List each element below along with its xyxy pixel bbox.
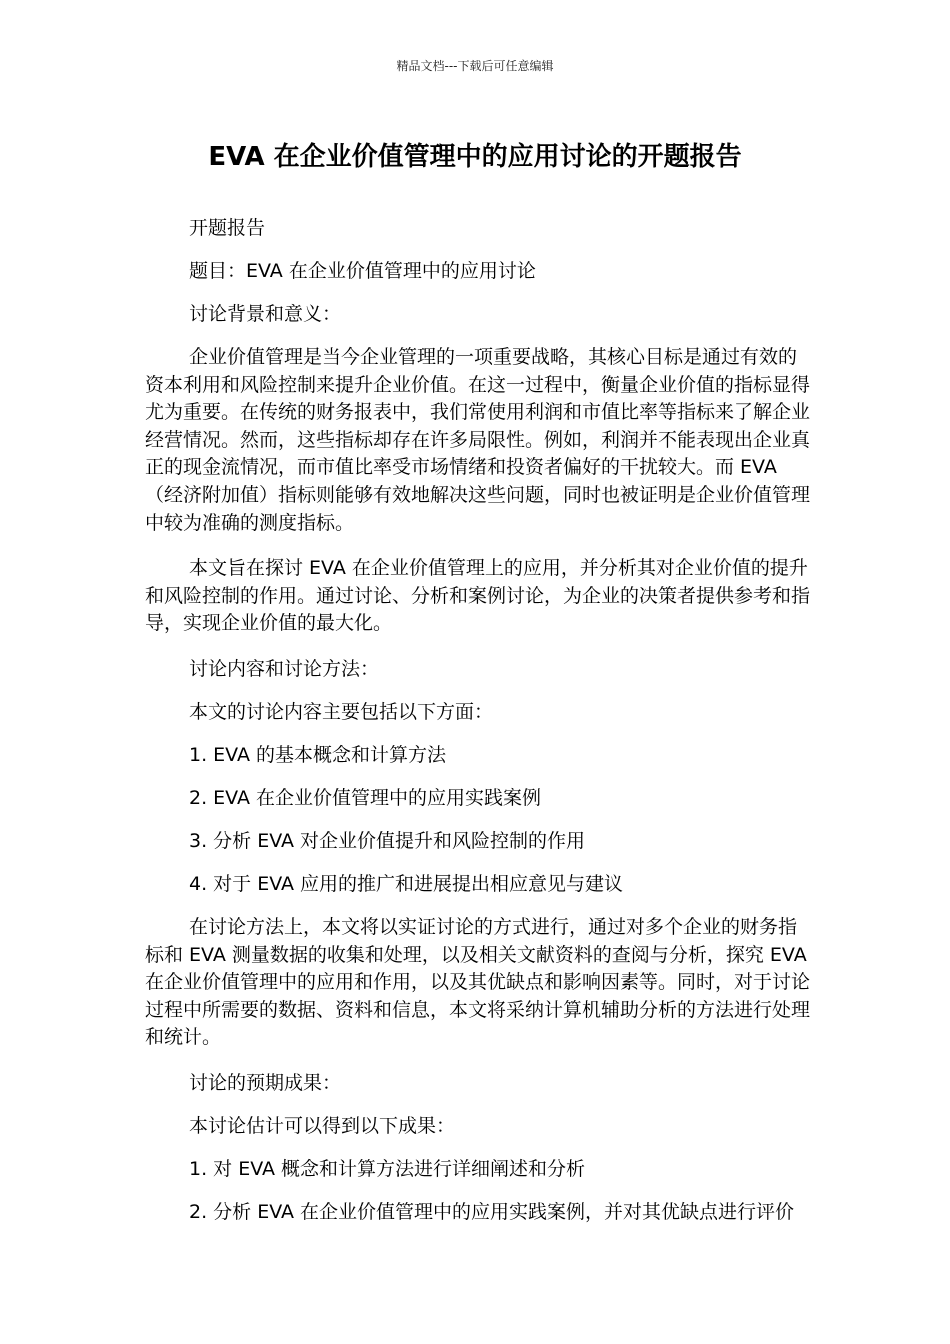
paragraph-method: 在讨论方法上，本文将以实证讨论的方式进行，通过对多个企业的财务指标和 EVA 测量数据的收集和处理，以及相关文献资料的查阅与分析，探究 EVA 在企业价值管理中的应用和作用，以及其优缺点和影响因素等。同时，对于讨论过程中所需要的数据、资料和信息，本文将采纳计算机辅助分析的方法进行处理和统计。: [145, 915, 811, 1049]
list-item: 4. 对于 EVA 应用的推广和进展提出相应意见与建议: [189, 872, 624, 895]
document-body: [145, 215, 810, 1245]
list-item: 1. EVA 的基本概念和计算方法: [189, 743, 446, 766]
paragraph-results-heading: 讨论的预期成果：: [189, 1071, 342, 1094]
list-item: 2. EVA 在企业价值管理中的应用实践案例: [189, 786, 541, 809]
paragraph-background-2: 本文旨在探讨 EVA 在企业价值管理上的应用，并分析其对企业价值的提升和风险控制的作用。通过讨论、分析和案例讨论，为企业的决策者提供参考和指导，实现企业价值的最大化。: [145, 557, 811, 635]
list-item: 3. 分析 EVA 对企业价值提升和风险控制的作用: [189, 829, 586, 852]
paragraph-content-heading: 讨论内容和讨论方法：: [189, 657, 380, 680]
paragraph-background-heading: 讨论背景和意义：: [189, 303, 342, 325]
document-title: EVA 在企业价值管理中的应用讨论的开题报告: [208, 142, 742, 172]
list-item: 2. 分析 EVA 在企业价值管理中的应用实践案例，并对其优缺点进行评价: [189, 1200, 795, 1223]
paragraph-content-intro: 本文的讨论内容主要包括以下方面：: [189, 700, 494, 723]
list-item: 1. 对 EVA 概念和计算方法进行详细阐述和分析: [189, 1157, 586, 1180]
paragraph-results-intro: 本讨论估计可以得到以下成果：: [189, 1114, 456, 1137]
paragraph-topic: 题目：EVA 在企业价值管理中的应用讨论: [189, 260, 536, 282]
header-note: 精品文档---下载后可任意编辑: [396, 59, 554, 73]
paragraph-background-1: 企业价值管理是当今企业管理的一项重要战略，其核心目标是通过有效的资本利用和风险控制来提升企业价值。在这一过程中，衡量企业价值的指标显得尤为重要。在传统的财务报表中，我们常使用利润和市值比率等指标来了解企业经营情况。然而，这些指标却存在许多局限性。例如，利润并不能表现出企业真正的现金流情况，而市值比率受市场情绪和投资者偏好的干扰较大。而 EVA（经济附加值）指标则能够有效地解决这些问题，同时也被证明是企业价值管理中较为准确的测度指标。: [145, 346, 811, 534]
paragraph-heading: 开题报告: [189, 217, 266, 239]
